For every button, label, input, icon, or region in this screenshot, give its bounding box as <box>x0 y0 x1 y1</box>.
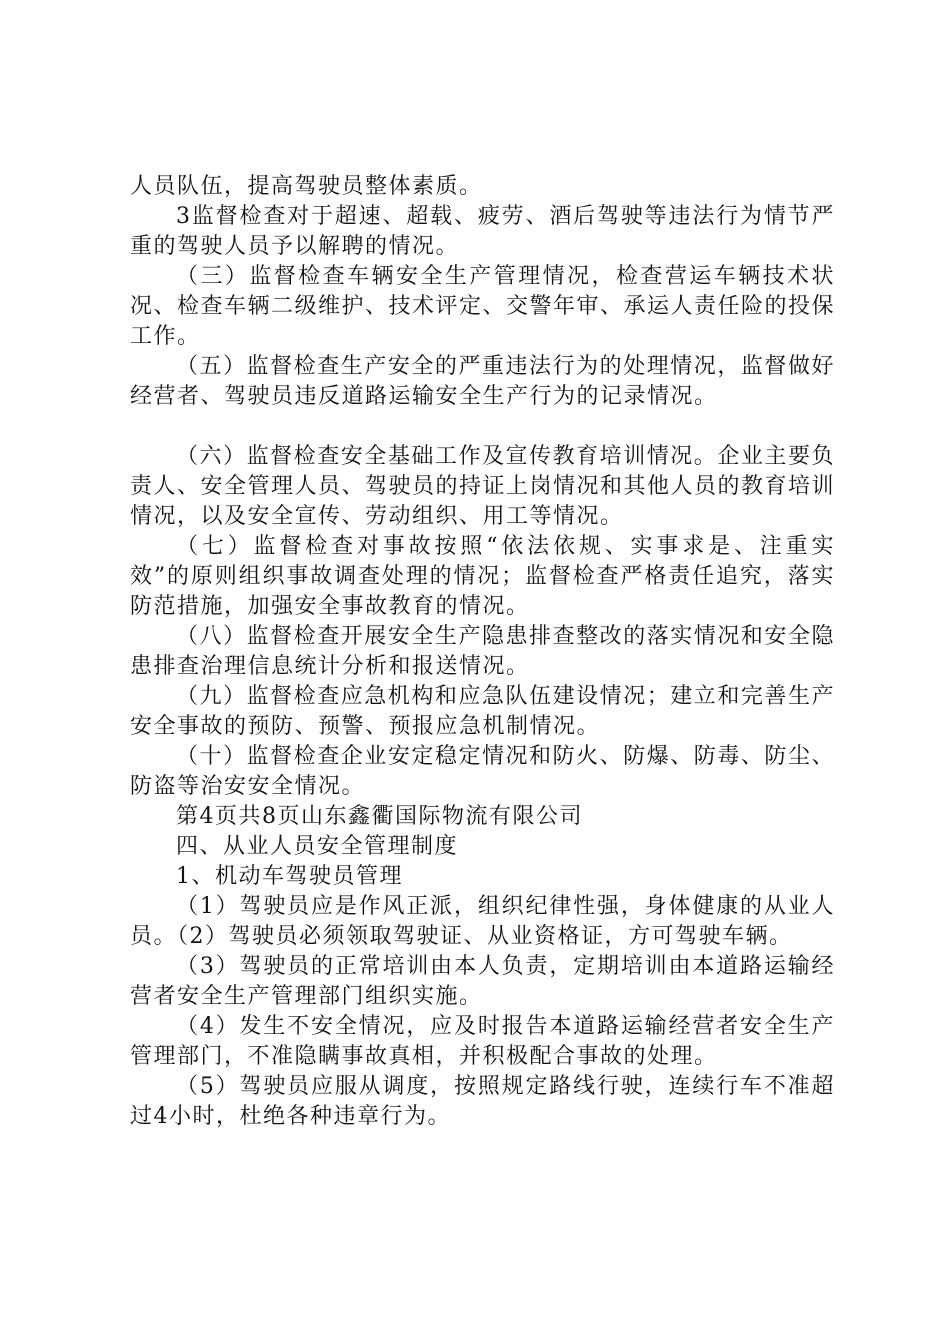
paragraph-continuation: 人员队伍，提高驾驶员整体素质。 <box>130 174 483 199</box>
paragraph-section-3: （三）监督检查车辆安全生产管理情况，检查营运车辆技术状况、检查车辆二级维护、技术评定、交警年审、承运人责任险的投保工作。 <box>130 264 836 349</box>
paragraph-rule-4: （4）发生不安全情况，应及时报告本道路运输经营者安全生产管理部门，不准隐瞒事故真相，并积极配合事故的处理。 <box>130 1014 835 1069</box>
paragraph-rule-5: （5）驾驶员应服从调度，按照规定路线行驶，连续行车不准超过4小时，杜绝各种违章行为。 <box>130 1074 835 1129</box>
paragraph-section-8: （八）监督检查开展安全生产隐患排查整改的落实情况和安全隐患排查治理信息统计分析和报送情况。 <box>130 624 835 679</box>
page-footer-line: 第4页共8页山东鑫衢国际物流有限公司 <box>176 804 583 829</box>
document-body <box>130 172 835 1132</box>
paragraph-rule-1-2: （1）驾驶员应是作风正派，组织纪律性强，身体健康的从业人员。（2）驾驶员必须领取驾驶证、从业资格证，方可驾驶车辆。 <box>130 894 835 949</box>
paragraph-section-9: （九）监督检查应急机构和应急队伍建设情况；建立和完善生产安全事故的预防、预警、预报应急机制情况。 <box>130 684 835 739</box>
paragraph-section-7: （七）监督检查对事故按照“依法依规、实事求是、注重实效”的原则组织事故调查处理的情况；监督检查严格责任追究，落实防范措施，加强安全事故教育的情况。 <box>130 534 835 619</box>
subsection-heading: 1、机动车驾驶员管理 <box>176 864 403 889</box>
paragraph-section-6: （六）监督检查安全基础工作及宣传教育培训情况。企业主要负责人、安全管理人员、驾驶员的持证上岗情况和其他人员的教育培训情况，以及安全宣传、劳动组织、用工等情况。 <box>130 444 836 529</box>
paragraph-section-5: （五）监督检查生产安全的严重违法行为的处理情况，监督做好经营者、驾驶员违反道路运输安全生产行为的记录情况。 <box>130 354 835 409</box>
section-heading: 四、从业人员安全管理制度 <box>176 834 459 859</box>
paragraph-section-10: （十）监督检查企业安定稳定情况和防火、防爆、防毒、防尘、防盗等治安安全情况。 <box>130 744 835 799</box>
paragraph-rule-3: （3）驾驶员的正常培训由本人负责，定期培训由本道路运输经营者安全生产管理部门组织实施。 <box>130 954 835 1009</box>
paragraph-item-3: 3监督检查对于超速、超载、疲劳、酒后驾驶等违法行为情节严重的驾驶人员予以解聘的情况。 <box>130 204 835 259</box>
